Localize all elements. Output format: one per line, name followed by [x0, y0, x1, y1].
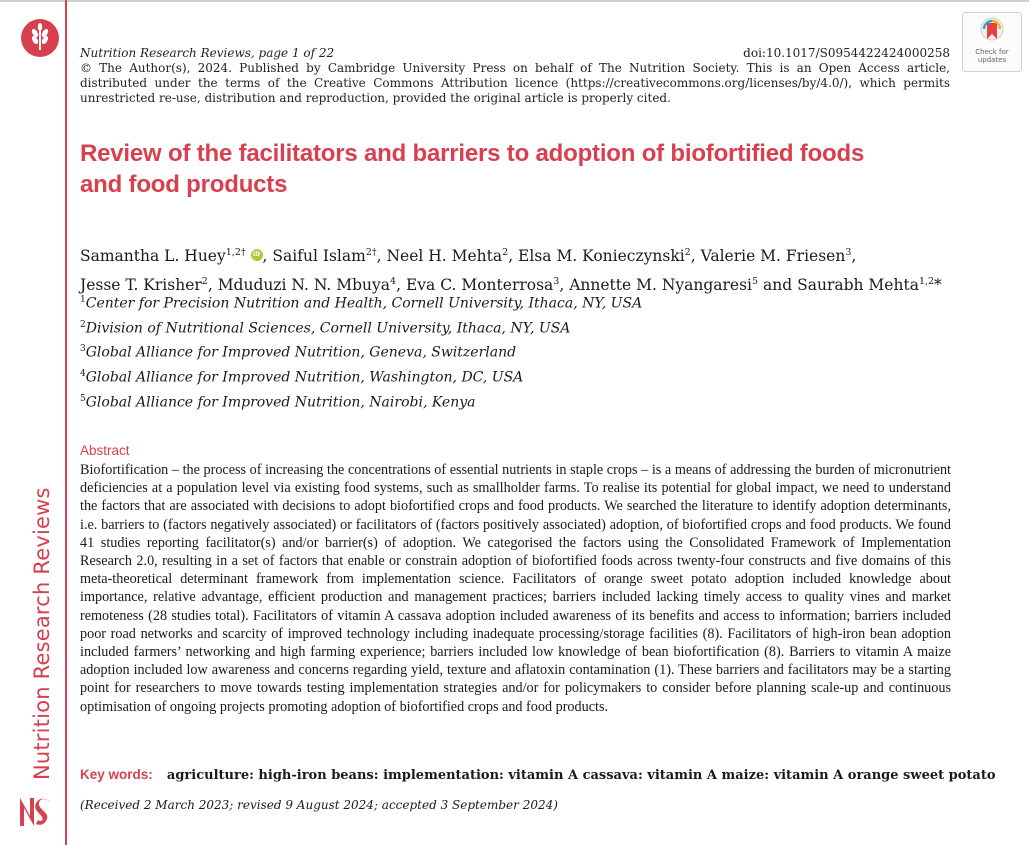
author-name: Neel H. Mehta [386, 247, 503, 266]
keywords-line [80, 766, 996, 785]
author-name: Mduduzi N. N. Mbuya [217, 276, 391, 295]
received-dates: (Received 2 March 2023; revised 9 August 2024; accepted 3 September 2024) [80, 798, 558, 812]
affiliation: $^1$Center for Precision Nutrition and Health, Cornell University, Ithaca, NY, USA [80, 295, 643, 312]
author-name: Eva C. Monterrosa [405, 276, 554, 295]
author-connector: and [763, 276, 793, 295]
article-header [80, 46, 950, 106]
author-name: Elsa M. Konieczynski [518, 247, 685, 266]
check-for-updates-button[interactable] [962, 12, 1022, 72]
author-list: Samantha L. Huey$^{1,2\dagger}$ iD , Saiful Islam$^{2\dagger}$, Neel H. Mehta$^2$, Elsa M. Konieczynski$^2$, Valerie M. Friesen$^3$, Jesse T. Krisher$^2$, Mduduzi N. N. Mbuya$^4$, Eva C. Monterrosa$^3$, Annette M. Nyangaresi$^5$ and Saurabh Mehta$^{1,2}$* [80, 247, 942, 295]
affiliation: $^3$Global Alliance for Improved Nutrition, Geneva, Switzerland [80, 344, 517, 361]
doi[interactable]: doi:10.1017/S0954422424000258 [743, 46, 950, 60]
affiliation: $^5$Global Alliance for Improved Nutrition, Nairobi, Kenya [80, 393, 476, 411]
keywords-list: agriculture: high-iron beans: implementation: vitamin A cassava: vitamin A maize: vitamin A orange sweet potato [166, 768, 996, 783]
margin-rule [65, 0, 67, 845]
orcid-icon[interactable]: iD [251, 249, 263, 261]
affiliation-list [80, 290, 960, 413]
nutrition-society-logo-icon [18, 794, 52, 828]
author-name: Jesse T. Krisher [80, 276, 202, 295]
author-name: Annette M. Nyangaresi [569, 276, 753, 295]
top-border [0, 0, 1029, 2]
check-for-updates-label: Check for updates [975, 48, 1009, 64]
license-statement: © The Author(s), 2024. Published by Cambridge University Press on behalf of The Nutrition Society. This is an Open Access article, distributed under the terms of the Creative Commons Attribution licence (https://creativecommons.org/licenses/by/4.0/), which permits unrestricted re-use, distribution and reproduction, provided the original article is properly cited. [80, 61, 950, 105]
author-name: Saiful Islam [272, 247, 366, 266]
bookmark-icon [979, 17, 1005, 47]
corresponding-mark: * [934, 276, 942, 295]
keywords-label: Key words: [80, 767, 153, 782]
author-name: Saurabh Mehta [797, 276, 919, 295]
journal-page-info: Nutrition Research Reviews, page 1 of 22 [80, 46, 335, 60]
affiliation: $^4$Global Alliance for Improved Nutrition, Washington, DC, USA [80, 368, 524, 386]
abstract-text: Biofortification – the process of increasing the concentrations of essential nutrients in staple crops – is a means of addressing the burden of micronutrient deficiencies at a population level via existing food systems, such as smallholder farms. To realise its potential for global impact, we need to understand the factors that are associated with decisions to adopt biofortified crops and food products. We searched the literature to identify adoption determinants, i.e. barriers to (factors negatively associated) or facilitators of (factors positively associated) adoption, of biofortified crops and food products. We found 41 studies reporting facilitator(s) and/or barrier(s) of adoption. We categorised the factors using the Consolidated Framework of Implementation Research 2.0, resulting in a set of factors that enable or constrain adoption of biofortified foods across twenty-four constructs and five domains of this meta-theoretical determinant framework from implementation science. Facilitators of orange sweet potato adoption included knowledge about importance, relative advantage, efficient production and management practices; barriers included lacking timely access to quality vines and market remoteness (28 studies total). Facilitators of vitamin A cassava adoption included awareness of its benefits and access to information; barriers included poor road networks and scarcity of improved technology including inadequate processing/storage facilities (8). Facilitators of high-iron bean adoption included farmers’ networking and high farming experience; barriers included low knowledge of bean biofortification (8). Barriers to vitamin A maize adoption included low awareness and concerns regarding yield, texture and aflatoxin contamination (1). These barriers and facilitators may be a starting point for researchers to move towards testing implementation strategies and/or for policymakers to consider before planning scale-up and continuous optimisation of ongoing projects promoting adoption of biofortified crops and food products. [80, 462, 951, 715]
abstract-heading: Abstract [80, 443, 130, 458]
wheat-logo-icon [20, 18, 60, 58]
article-title: Review of the facilitators and barriers to adoption of biofortified foods and food products [80, 140, 865, 198]
author-name: Samantha L. Huey [80, 247, 226, 266]
affiliation: $^2$Division of Nutritional Sciences, Cornell University, Ithaca, NY, USA [80, 319, 571, 337]
author-name: Valerie M. Friesen [700, 247, 846, 266]
vertical-journal-name: Nutrition Research Reviews [30, 487, 54, 780]
